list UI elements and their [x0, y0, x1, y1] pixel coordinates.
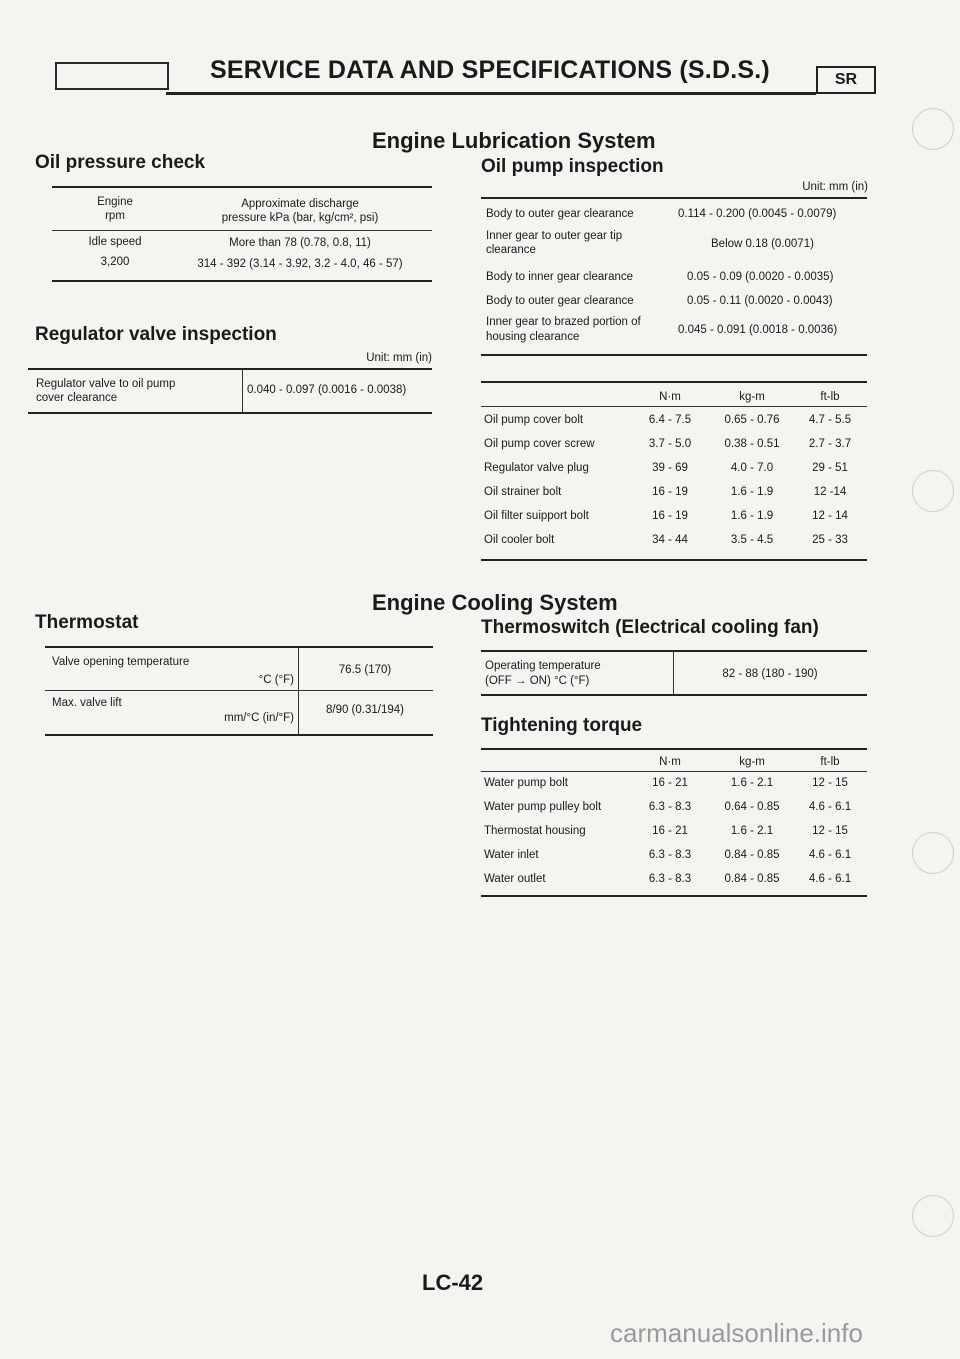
thermostat-row-label: Valve opening temperature — [52, 656, 190, 668]
regulator-label-2: cover clearance — [36, 392, 118, 404]
lube-torque-nm: 16 - 19 — [652, 510, 688, 522]
thermostat-row-value: 76.5 (170) — [338, 664, 392, 676]
page-edge-mark — [912, 470, 954, 512]
oil-pump-row-label: Body to outer gear clearance — [486, 295, 634, 307]
page-edge-mark — [912, 108, 954, 150]
thermostat-row-label: Max. valve lift — [52, 697, 122, 709]
lube-torque-header-ftlb: ft-lb — [820, 391, 840, 403]
oil-pump-row-label-1: Inner gear to outer gear tip — [486, 230, 623, 242]
oil-pressure-col1-header-2: rpm — [105, 210, 125, 222]
cool-torque-item: Water inlet — [484, 849, 539, 861]
oil-pressure-col1-header-1: Engine — [97, 196, 133, 208]
cool-torque-header-ftlb: ft-lb — [820, 756, 840, 768]
oil-pump-row-label-2: clearance — [486, 244, 536, 256]
oil-pump-row-value: 0.114 - 0.200 (0.0045 - 0.0079) — [678, 208, 837, 220]
oil-pressure-col2-header-1: Approximate discharge — [241, 198, 359, 210]
lube-torque-nm: 16 - 19 — [652, 486, 688, 498]
thermoswitch-label-1: Operating temperature — [485, 660, 601, 672]
thermoswitch-label-2: (OFF → ON) °C (°F) — [485, 675, 590, 687]
oil-pump-bottom-rule — [481, 354, 867, 356]
cooling-section-title: Engine Cooling System — [372, 590, 618, 615]
thermostat-row-unit: mm/°C (in/°F) — [224, 712, 294, 724]
thermoswitch-title: Thermoswitch (Electrical cooling fan) — [481, 617, 819, 638]
thermostat-mid-rule — [45, 690, 433, 691]
page-number: LC-42 — [422, 1270, 484, 1295]
thermostat-row-value: 8/90 (0.31/194) — [325, 704, 404, 716]
thermostat-title: Thermostat — [35, 612, 139, 633]
oil-pressure-top-rule — [52, 186, 432, 188]
lubrication-section-title: Engine Lubrication System — [372, 128, 656, 153]
oil-pressure-header-rule — [52, 230, 432, 231]
lube-torque-kgm: 1.6 - 1.9 — [730, 510, 774, 522]
regulator-divider — [242, 369, 243, 412]
oil-pressure-row-value: 314 - 392 (3.14 - 3.92, 3.2 - 4.0, 46 - 57) — [197, 258, 403, 270]
tightening-torque-title: Tightening torque — [481, 715, 643, 736]
regulator-title: Regulator valve inspection — [35, 324, 277, 345]
regulator-label-1: Regulator valve to oil pump — [36, 378, 176, 390]
lube-torque-item: Oil strainer bolt — [484, 486, 562, 498]
page-edge-mark — [912, 1195, 954, 1237]
page-header-title: SERVICE DATA AND SPECIFICATIONS (S.D.S.) — [210, 56, 770, 84]
cool-torque-ftlb: 12 - 15 — [812, 777, 848, 789]
oil-pressure-row-rpm: Idle speed — [88, 236, 142, 248]
lube-torque-kgm: 4.0 - 7.0 — [730, 462, 774, 474]
cool-torque-ftlb: 12 - 15 — [812, 825, 848, 837]
lube-torque-ftlb: 12 -14 — [813, 486, 847, 498]
lube-torque-item: Regulator valve plug — [484, 462, 589, 474]
cool-torque-ftlb: 4.6 - 6.1 — [808, 873, 852, 885]
lube-torque-ftlb: 25 - 33 — [812, 534, 848, 546]
lube-torque-item: Oil pump cover bolt — [484, 414, 584, 426]
oil-pump-row-label-2: housing clearance — [486, 331, 580, 343]
cool-torque-kgm: 0.84 - 0.85 — [724, 849, 780, 861]
lube-torque-ftlb: 29 - 51 — [812, 462, 848, 474]
oil-pressure-bottom-rule — [52, 280, 432, 282]
thermostat-row-unit: °C (°F) — [258, 674, 294, 686]
thermoswitch-value: 82 - 88 (180 - 190) — [722, 668, 818, 680]
thermoswitch-top-rule — [481, 650, 867, 652]
lube-torque-nm: 3.7 - 5.0 — [648, 438, 692, 450]
oil-pump-row-value: 0.05 - 0.11 (0.0020 - 0.0043) — [687, 295, 833, 307]
cool-torque-nm: 6.3 - 8.3 — [648, 849, 692, 861]
lube-torque-item: Oil cooler bolt — [484, 534, 555, 546]
lube-torque-kgm: 1.6 - 1.9 — [730, 486, 774, 498]
lube-torque-header-nm: N·m — [659, 391, 681, 403]
oil-pump-row-value: 0.045 - 0.091 (0.0018 - 0.0036) — [678, 324, 838, 336]
regulator-top-rule — [28, 368, 432, 370]
lube-torque-nm: 6.4 - 7.5 — [648, 414, 692, 426]
lube-torque-header-rule — [481, 406, 867, 407]
header-rule — [166, 92, 816, 95]
lube-torque-nm: 39 - 69 — [652, 462, 688, 474]
lube-torque-ftlb: 12 - 14 — [812, 510, 848, 522]
lube-torque-top-rule — [481, 381, 867, 383]
oil-pump-row-label: Body to inner gear clearance — [486, 271, 634, 283]
cool-torque-ftlb: 4.6 - 6.1 — [808, 801, 852, 813]
cool-torque-header-rule — [481, 771, 867, 772]
page-edge-mark — [912, 832, 954, 874]
oil-pump-title: Oil pump inspection — [481, 156, 664, 177]
lube-torque-ftlb: 4.7 - 5.5 — [808, 414, 852, 426]
lube-torque-item: Oil filter suipport bolt — [484, 510, 589, 522]
cool-torque-nm: 16 - 21 — [652, 825, 688, 837]
cool-torque-nm: 6.3 - 8.3 — [648, 801, 692, 813]
cool-torque-nm: 16 - 21 — [652, 777, 688, 789]
regulator-value: 0.040 - 0.097 (0.0016 - 0.0038) — [247, 384, 407, 396]
cool-torque-kgm: 0.64 - 0.85 — [724, 801, 780, 813]
lube-torque-item: Oil pump cover screw — [484, 438, 595, 450]
lube-torque-bottom-rule — [481, 559, 867, 561]
lube-torque-header-kgm: kg-m — [739, 391, 765, 403]
oil-pump-row-label-1: Inner gear to brazed portion of — [486, 316, 641, 328]
regulator-bottom-rule — [28, 412, 432, 414]
oil-pump-row-label: Body to outer gear clearance — [486, 208, 634, 220]
lube-torque-nm: 34 - 44 — [652, 534, 688, 546]
thermostat-bottom-rule — [45, 734, 433, 736]
cool-torque-nm: 6.3 - 8.3 — [648, 873, 692, 885]
oil-pump-top-rule — [481, 197, 867, 199]
oil-pump-row-value: 0.05 - 0.09 (0.0020 - 0.0035) — [687, 271, 834, 283]
watermark: carmanualsonline.info — [610, 1318, 863, 1348]
cool-torque-top-rule — [481, 748, 867, 750]
oil-pressure-row-value: More than 78 (0.78, 0.8, 11) — [229, 237, 371, 249]
oil-pump-unit: Unit: mm (in) — [802, 181, 868, 193]
cool-torque-header-kgm: kg-m — [739, 756, 765, 768]
oil-pressure-row-rpm: 3,200 — [100, 256, 130, 268]
lube-torque-kgm: 0.38 - 0.51 — [724, 438, 780, 450]
cool-torque-kgm: 0.84 - 0.85 — [724, 873, 780, 885]
cool-torque-item: Water outlet — [484, 873, 546, 885]
cool-torque-item: Water pump bolt — [484, 777, 568, 789]
cool-torque-header-nm: N·m — [659, 756, 681, 768]
thermoswitch-bottom-rule — [481, 694, 867, 696]
cool-torque-ftlb: 4.6 - 6.1 — [808, 849, 852, 861]
cool-torque-item: Thermostat housing — [484, 825, 586, 837]
lube-torque-kgm: 0.65 - 0.76 — [724, 414, 780, 426]
thermoswitch-divider — [673, 652, 674, 694]
oil-pressure-col2-header-2: pressure kPa (bar, kg/cm², psi) — [221, 212, 379, 224]
regulator-unit: Unit: mm (in) — [366, 352, 432, 364]
oil-pressure-title: Oil pressure check — [35, 152, 206, 173]
thermostat-top-rule — [45, 646, 433, 648]
sr-badge: SR — [816, 66, 876, 94]
cool-torque-kgm: 1.6 - 2.1 — [730, 777, 774, 789]
cool-torque-item: Water pump pulley bolt — [484, 801, 602, 813]
lube-torque-kgm: 3.5 - 4.5 — [730, 534, 774, 546]
lube-torque-ftlb: 2.7 - 3.7 — [808, 438, 852, 450]
oil-pump-row-value: Below 0.18 (0.0071) — [711, 238, 814, 250]
thermostat-divider — [298, 648, 299, 734]
cool-torque-kgm: 1.6 - 2.1 — [730, 825, 774, 837]
header-left-box — [55, 62, 169, 90]
cool-torque-bottom-rule — [481, 895, 867, 897]
